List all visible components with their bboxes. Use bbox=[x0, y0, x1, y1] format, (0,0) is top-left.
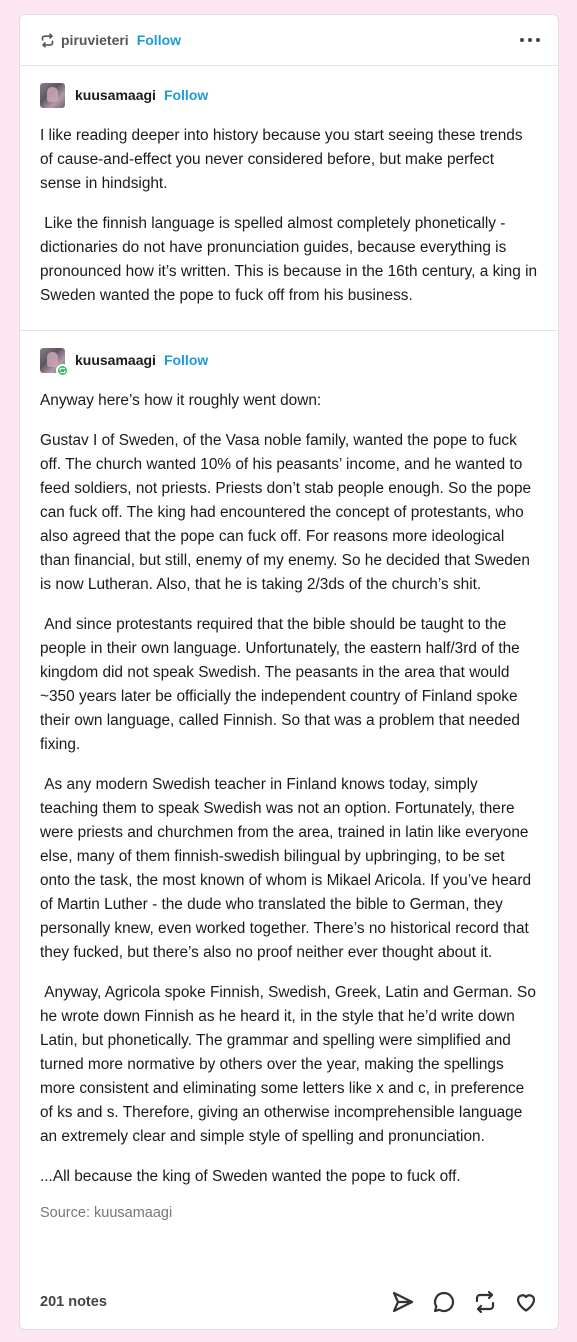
avatar[interactable] bbox=[40, 83, 65, 108]
reblog-action-icon[interactable] bbox=[473, 1290, 497, 1314]
more-icon[interactable] bbox=[520, 34, 540, 46]
post-card bbox=[19, 14, 559, 1330]
post-footer bbox=[20, 1275, 558, 1329]
notes-count[interactable]: 201 notes bbox=[40, 1294, 107, 1310]
post-paragraph: Anyway here’s how it roughly went down: bbox=[40, 392, 322, 409]
post-author bbox=[40, 347, 538, 373]
share-icon[interactable] bbox=[391, 1290, 415, 1314]
post-paragraph: ...All because the king of Sweden wanted the pope to fuck off. bbox=[40, 1168, 461, 1185]
post-source[interactable]: Source: kuusamaagi bbox=[40, 1205, 173, 1221]
post-header bbox=[20, 15, 558, 66]
reply-icon[interactable] bbox=[432, 1290, 456, 1314]
author-username[interactable]: kuusamaagi bbox=[75, 87, 156, 103]
follow-button[interactable]: Follow bbox=[136, 32, 182, 48]
post-paragraph: Anyway, Agricola spoke Finnish, Swedish, Greek, Latin and German. So he wrote down Finnish as he heard it, in the style that he’d write down Latin, but phonetically. The grammar and spelling were simplified and turned more normative by others over the year, making the spellings more consistent and eliminating some letters like x and c, in preference of ks and s. Therefore, giving an otherwise incomprehensible language an extremely clear and simple style of spelling and pronunciation. bbox=[40, 984, 541, 1145]
reblog-badge-icon bbox=[56, 364, 69, 377]
post-block-original bbox=[20, 66, 558, 331]
follow-button[interactable]: Follow bbox=[163, 87, 209, 103]
follow-button[interactable]: Follow bbox=[163, 352, 209, 368]
post-paragraph: And since protestants required that the bible should be taught to the people in their own language. Unfortunately, the eastern half/3rd of the kingdom did not speak Swedish. The peasants in the area that would ~350 years later be officially the independent country of Finland spoke their own language, called Finnish. So that was a problem that needed fixing. bbox=[40, 616, 525, 753]
post-author bbox=[40, 82, 538, 108]
post-block-reblog bbox=[20, 331, 558, 1221]
heart-icon[interactable] bbox=[514, 1290, 538, 1314]
avatar[interactable] bbox=[40, 348, 65, 373]
post-paragraph: I like reading deeper into history because you start seeing these trends of cause-and-effect you never considered before, but make perfect sense in hindsight. bbox=[40, 127, 527, 192]
author-username[interactable]: kuusamaagi bbox=[75, 352, 156, 368]
post-actions bbox=[391, 1290, 538, 1314]
post-paragraph: Gustav I of Sweden, of the Vasa noble family, wanted the pope to fuck off. The church wanted 10% of his peasants’ income, and he wanted to feed soldiers, not priests. Priests don’t stab people enough. So the pope can fuck off. The king had encountered the concept of protestants, who also agreed that the pope can fuck off. For reasons more ideological than financial, but still, enemy of my enemy. So he decided that Sweden is now Lutheran. Also, that he is taking 2/3ds of the church’s shit. bbox=[40, 432, 536, 593]
post-paragraph: Like the finnish language is spelled almost completely phonetically - dictionaries do not have pronunciation guides, because everything is pronounced how it’s written. This is because in the 16th century, a king in Sweden wanted the pope to fuck off from his business. bbox=[40, 215, 542, 304]
reblogger-username[interactable]: piruvieteri bbox=[61, 32, 129, 48]
post-paragraph: As any modern Swedish teacher in Finland knows today, simply teaching them to speak Swedish was not an option. Fortunately, there were priests and churchmen from the area, trained in latin like everyone else, many of them finnish-swedish bilingual by upbringing, to be set onto the task, the most known of whom is Mikael Aricola. If you’ve heard of Martin Luther - the dude who translated the bible to German, they personally knew, even worked together. There’s no historical record that they fucked, but there’s also no proof neither ever thought about it. bbox=[40, 776, 536, 961]
reblog-icon bbox=[40, 33, 55, 48]
